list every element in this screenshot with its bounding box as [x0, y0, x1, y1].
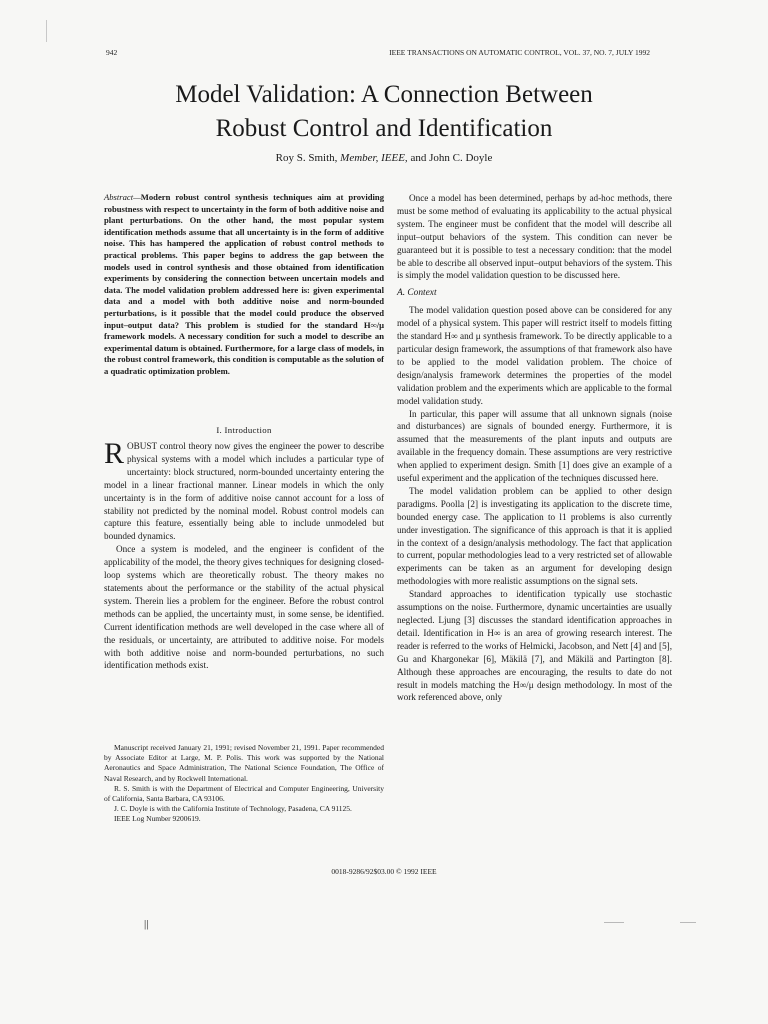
subsection-heading-context: A. Context: [397, 288, 437, 299]
footnotes: [104, 743, 384, 825]
drop-cap: R: [104, 437, 125, 470]
copyright-line: 0018-9286/92$03.00 © 1992 IEEE: [331, 867, 437, 876]
footnote-smith: R. S. Smith is with the Department of Electrical and Computer Engineering, University of California, Santa Barbara, CA 93106.: [104, 783, 384, 804]
scan-dash-2: [680, 922, 696, 923]
footnote-manuscript: Manuscript received January 21, 1991; revised November 21, 1991. Paper recommended by Associate Editor at Large, M. P. Polis. This work was supported by the National Aeronautics and Space Administration, The National Science Foundation, The Office of Naval Research, and by Rockwell International.: [104, 743, 384, 783]
title-line-2: Robust Control and Identification: [215, 115, 553, 142]
introduction-body: [104, 437, 384, 672]
abstract-text: Modern robust control synthesis techniques aim at providing robustness with respect to uncertainty in the form of both additive noise and plant perturbations. On the other hand, the most popular system identification methods assume that all uncertainty is in the form of additive noise. This has hampered the application of robust control methods to practical problems. This paper begins to address the gap between the models used in control synthesis and those obtained from identification experiments by considering the connection between uncertain models and data. The model validation problem addressed here is: given experimental data and a model with both additive noise and norm-bounded perturbations, is it possible that the model could produce the observed input–output data? This problem is studied for the standard H∞/μ framework models. A necessary condition for such a model to describe an experimental datum is obtained. Furthermore, for a large class of models, in the robust control framework, this condition is computable as the solution of a quadratic optimization problem.: [104, 192, 384, 376]
author-1: Roy S. Smith,: [275, 152, 338, 164]
scan-dash-1: [604, 922, 624, 923]
right-paragraph-1: Once a model has been determined, perhaps by ad-hoc methods, there must be some method of evaluating its applicability to the actual physical system. The engineer must be confident that the model will describe all input–output behaviors of the system. This condition can never be guaranteed but it is possible to test a necessary condition: that the model be able to describe all observed input–output behaviors of the system. This is simply the model validation question to be discussed here.: [397, 193, 672, 281]
right-paragraph-2: The model validation question posed above can be considered for any model of a physical system. This paper will restrict itself to models fitting the standard H∞ and μ synthesis framework. To be directly applicable to a particular design framework, the assumptions of that framework also have to be applied to the model validation problem. The choice of design/analysis framework determines the properties of the model validation problem and the experiments which are applicable to the formal model validation study.: [397, 305, 672, 406]
right-paragraph-5: Standard approaches to identification typically use stochastic assumptions on the noise. Furthermore, dynamic uncertainties are usually neglected. Ljung [3] discusses the standard identification approaches in detail. Identification in H∞ is an area of growing research interest. The reader is referred to the works of Helmicki, Jacobson, and Nett [4] and [5], Gu and Khargonekar [6], Mäkilä [7], and Mäkilä and Partington [8]. Although these approaches are encouraging, the results to date do not result in models matching the H∞/μ design methodology. In most of the work referenced above, only: [397, 589, 673, 703]
author-line: [0, 152, 768, 164]
abstract: [104, 192, 384, 378]
scan-mark: ||: [144, 918, 149, 930]
intro-paragraph-2: Once a system is modeled, and the engineer is confident of the applicability of the model, the theory gives techniques for designing closed-loop systems which are theoretically robust. The theory makes no statements about the performance or the stability of the actual physical system. Therein lies a problem for the engineer. Before the robust control methods can be applied, the uncertainty must, in some sense, be identified. Current identification methods are well developed in the case where all of the residuals, or uncertainty, are attributed to additive noise. For models with both additive noise and norm-bounded perturbations, no such identification methods exist.: [104, 544, 384, 671]
footnote-doyle: J. C. Doyle is with the California Institute of Technology, Pasadena, CA 91125.: [114, 804, 352, 814]
intro-paragraph-1: ROBUST control theory now gives the engineer the power to describe physical systems with a model which includes a particular type of uncertainty: block structured, norm-bounded uncertainty entering the model in a linear fractional manner. Linear models in which the only uncertainty is in the form of additive noise cannot account for a loss of stability not predicted by the nominal model. Robust control models can capture this feature, essentially being able to include unmodeled but bounded dynamics.: [104, 437, 384, 542]
author-rest: and John C. Doyle: [410, 152, 493, 164]
journal-header: IEEE TRANSACTIONS ON AUTOMATIC CONTROL, VOL. 37, NO. 7, JULY 1992: [389, 48, 650, 57]
right-paragraph-3: In particular, this paper will assume that all unknown signals (noise and disturbances) are signals of bounded energy. Furthermore, it is assumed that the measurements of the plant inputs and outputs are available in the frequency domain. These assumptions are very restrictive when applied to experiment design. Smith [1] does give an example of a useful experiment and the application of the techniques discussed here.: [397, 408, 672, 484]
right-column: [397, 192, 672, 704]
title-line-1: Model Validation: A Connection Between: [175, 81, 593, 108]
author-1-affiliation: Member, IEEE,: [340, 152, 408, 164]
footnote-log-number: IEEE Log Number 9200619.: [114, 814, 201, 824]
scan-edge-mark: [46, 20, 47, 42]
section-heading-introduction: I. Introduction: [216, 425, 272, 435]
abstract-lead: Abstract—: [104, 192, 141, 202]
right-paragraph-4: The model validation problem can be applied to other design paradigms. Poolla [2] is investigating its application to the discrete time, bounded energy case. The application to l1 problems is also currently under investigation. The significance of this approach is that it is applied in the context of a design/analysis methodology. The fact that application to current, popular methodologies lead to a very restricted set of allowable experiments can be taken as an argument for developing design methodologies with more realistic assumptions on the signal sets.: [397, 485, 672, 587]
page-number: 942: [106, 48, 118, 57]
paper-title: [0, 78, 768, 146]
